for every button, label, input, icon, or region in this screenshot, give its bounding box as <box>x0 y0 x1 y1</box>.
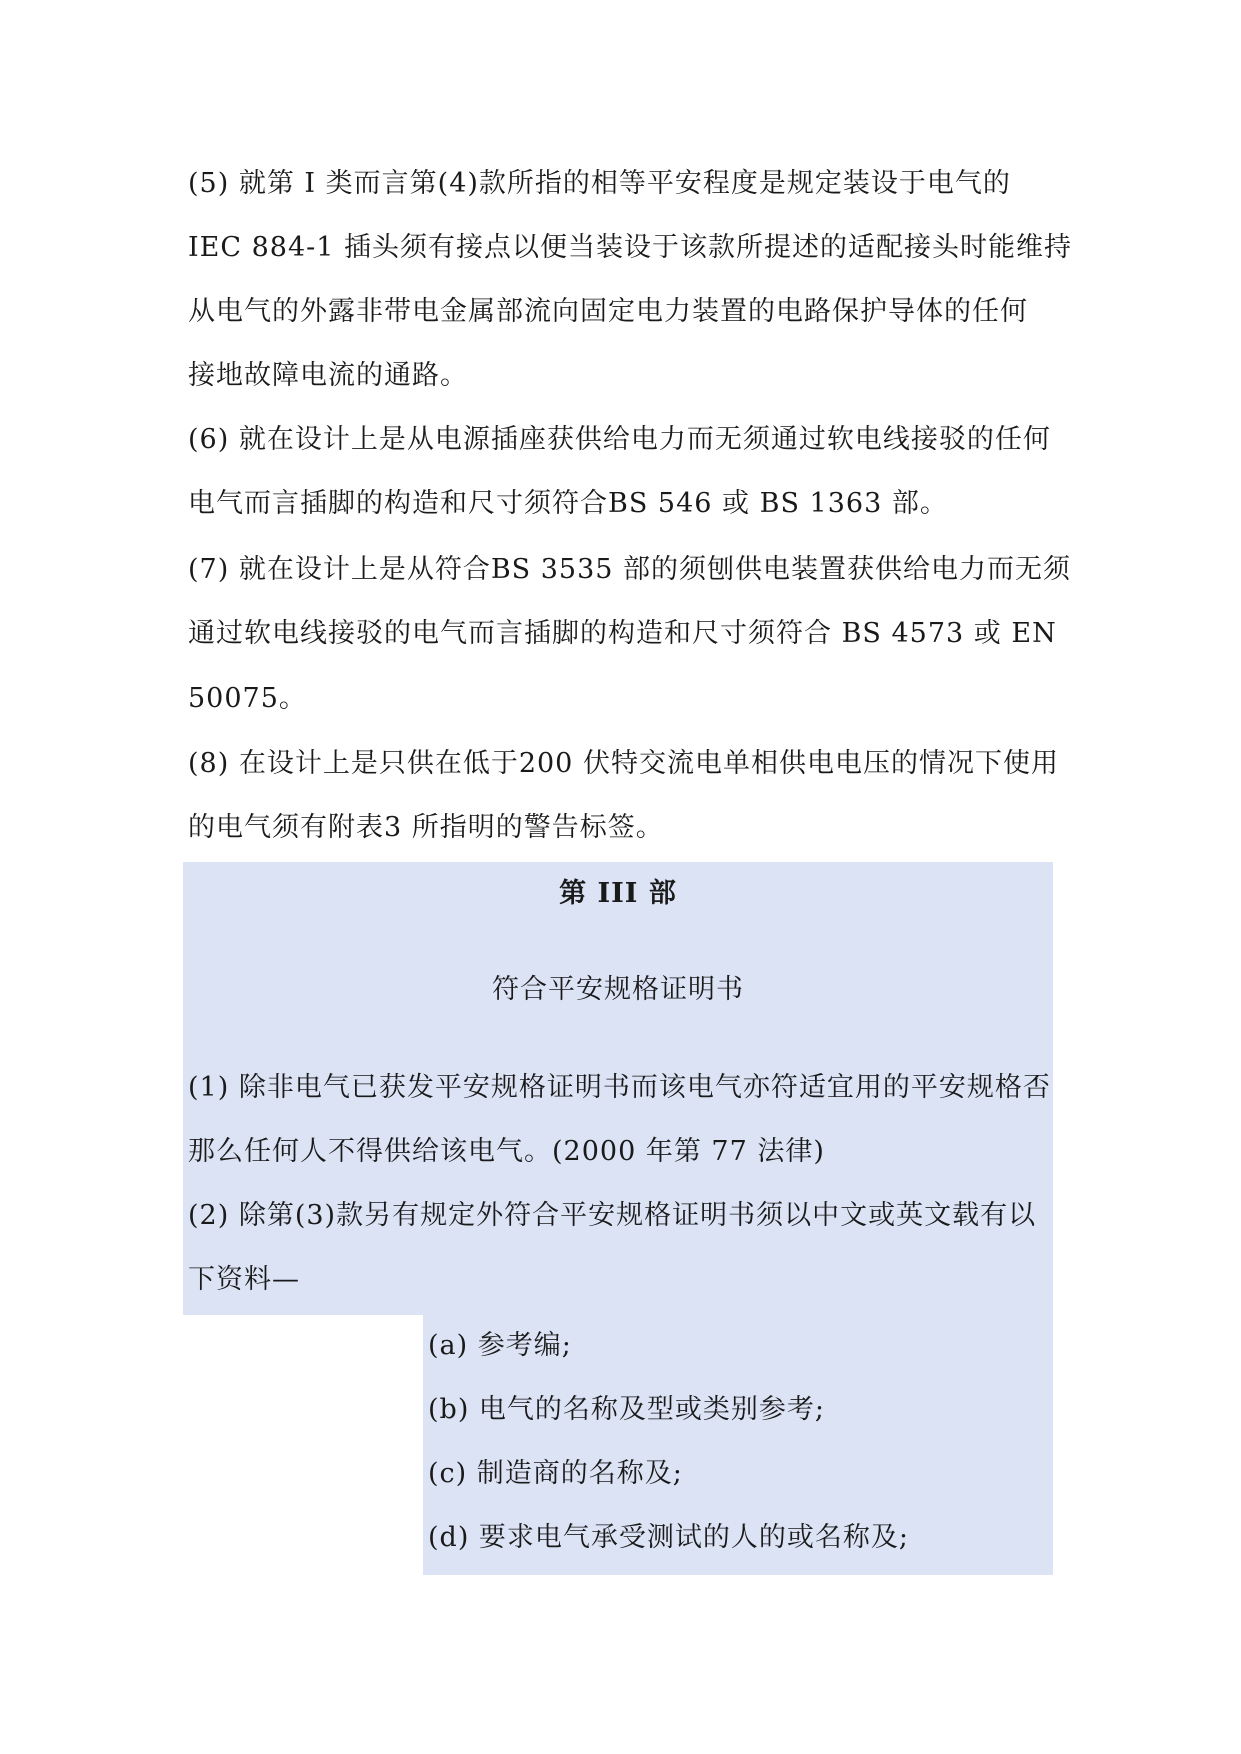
paragraph-line: (8) 在设计上是只供在低于200 伏特交流电单相供电电压的情况下使用 <box>188 748 1059 779</box>
paragraph-line: 电气而言插脚的构造和尺寸须符合BS 546 或 BS 1363 部。 <box>188 488 948 519</box>
paragraph-line: 接地故障电流的通路。 <box>188 360 468 391</box>
paragraph-line: 下资料— <box>188 1264 300 1295</box>
paragraph-line: 通过软电线接驳的电气而言插脚的构造和尺寸须符合 BS 4573 或 EN <box>188 618 1057 649</box>
paragraph-line: 50075。 <box>188 683 307 714</box>
list-item: (a) 参考编; <box>428 1330 572 1361</box>
part-heading: 第 III 部 <box>559 878 677 909</box>
paragraph-line: 从电气的外露非带电金属部流向固定电力装置的电路保护导体的任何 <box>188 296 1028 327</box>
list-item: (d) 要求电气承受测试的人的或名称及; <box>428 1522 910 1553</box>
paragraph-line: (6) 就在设计上是从电源插座获供给电力而无须通过软电线接驳的任何 <box>188 424 1051 455</box>
part-subheading: 符合平安规格证明书 <box>492 974 744 1005</box>
paragraph-line: (7) 就在设计上是从符合BS 3535 部的须刨供电装置获供给电力而无须 <box>188 554 1072 585</box>
paragraph-line: (2) 除第(3)款另有规定外符合平安规格证明书须以中文或英文载有以 <box>188 1200 1037 1231</box>
paragraph-line: 的电气须有附表3 所指明的警告标签。 <box>188 812 664 843</box>
list-item: (c) 制造商的名称及; <box>428 1458 683 1489</box>
list-item: (b) 电气的名称及型或类别参考; <box>428 1394 826 1425</box>
paragraph-line: (1) 除非电气已获发平安规格证明书而该电气亦符适宜用的平安规格否 <box>188 1072 1051 1103</box>
paragraph-line: (5) 就第 I 类而言第(4)款所指的相等平安程度是规定装设于电气的 <box>188 168 1011 199</box>
paragraph-line: IEC 884-1 插头须有接点以便当装设于该款所提述的适配接头时能维持 <box>188 232 1073 263</box>
paragraph-line: 那么任何人不得供给该电气。(2000 年第 77 法律) <box>188 1136 825 1167</box>
